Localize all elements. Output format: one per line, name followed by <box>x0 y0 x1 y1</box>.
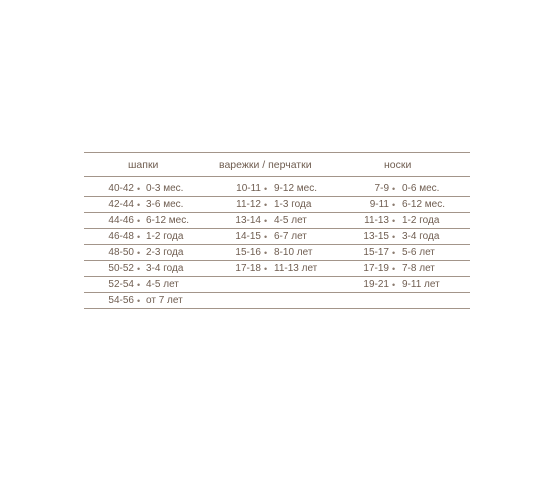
bullet-dot-icon: • <box>264 264 268 274</box>
bullet-dot-icon: • <box>392 248 396 258</box>
glove-age-cell: 8-10 лет <box>274 247 313 258</box>
sock-age-cell: 1-2 года <box>402 215 440 226</box>
bullet-dot-icon: • <box>392 264 396 274</box>
sock-age-cell: 3-4 года <box>402 231 440 242</box>
hat-size-cell: 52-54 <box>108 279 134 290</box>
sock-age-cell: 5-6 лет <box>402 247 435 258</box>
header-socks: носки <box>384 159 412 171</box>
hat-size-cell: 48-50 <box>108 247 134 258</box>
size-chart-table <box>84 152 470 309</box>
hat-age-cell: 3-4 года <box>146 263 184 274</box>
sock-size-cell: 19-21 <box>363 279 389 290</box>
glove-size-cell: 17-18 <box>235 263 261 274</box>
bullet-dot-icon: • <box>264 200 268 210</box>
bullet-dot-icon: • <box>137 232 141 242</box>
table-row <box>84 277 470 293</box>
hat-size-cell: 42-44 <box>108 199 134 210</box>
bullet-dot-icon: • <box>392 200 396 210</box>
hat-size-cell: 50-52 <box>108 263 134 274</box>
sock-size-cell: 15-17 <box>363 247 389 258</box>
glove-size-cell: 14-15 <box>235 231 261 242</box>
hat-size-cell: 46-48 <box>108 231 134 242</box>
table-body <box>84 181 470 309</box>
bullet-dot-icon: • <box>264 232 268 242</box>
glove-age-cell: 1-3 года <box>274 199 312 210</box>
table-row <box>84 213 470 229</box>
sock-age-cell: 9-11 лет <box>402 279 440 290</box>
glove-age-cell: 6-7 лет <box>274 231 307 242</box>
glove-age-cell: 9-12 мес. <box>274 183 318 194</box>
bullet-dot-icon: • <box>137 200 141 210</box>
glove-age-cell: 11-13 лет <box>274 263 318 274</box>
bullet-dot-icon: • <box>137 184 141 194</box>
sock-size-cell: 13-15 <box>363 231 389 242</box>
sock-size-cell: 11-13 <box>364 215 389 226</box>
hat-size-cell: 40-42 <box>108 183 134 194</box>
table-header <box>84 153 470 176</box>
hat-age-cell: 3-6 мес. <box>146 199 184 210</box>
glove-size-cell: 11-12 <box>236 199 261 210</box>
table-row <box>84 245 470 261</box>
bullet-dot-icon: • <box>137 264 141 274</box>
hat-size-cell: 54-56 <box>108 295 134 306</box>
table-row <box>84 181 470 197</box>
header-gloves: варежки / перчатки <box>219 159 312 171</box>
bullet-dot-icon: • <box>137 216 141 226</box>
table-row <box>84 261 470 277</box>
hat-age-cell: 6-12 мес. <box>146 215 190 226</box>
bullet-dot-icon: • <box>264 216 268 226</box>
bullet-dot-icon: • <box>264 248 268 258</box>
hat-age-cell: 2-3 года <box>146 247 184 258</box>
bullet-dot-icon: • <box>392 232 396 242</box>
sock-size-cell: 7-9 <box>374 183 389 194</box>
hat-age-cell: 4-5 лет <box>146 279 179 290</box>
bullet-dot-icon: • <box>392 216 396 226</box>
header-hats: шапки <box>128 159 159 171</box>
bullet-dot-icon: • <box>392 280 396 290</box>
glove-age-cell: 4-5 лет <box>274 215 307 226</box>
sock-age-cell: 7-8 лет <box>402 263 435 274</box>
sock-age-cell: 0-6 мес. <box>402 183 440 194</box>
hat-age-cell: от 7 лет <box>146 295 183 306</box>
bullet-dot-icon: • <box>392 184 396 194</box>
hat-age-cell: 0-3 мес. <box>146 183 184 194</box>
table-row <box>84 293 470 309</box>
sock-age-cell: 6-12 мес. <box>402 199 446 210</box>
table-row <box>84 197 470 213</box>
hat-age-cell: 1-2 года <box>146 231 184 242</box>
glove-size-cell: 10-11 <box>236 183 261 194</box>
sock-size-cell: 9-11 <box>369 199 389 210</box>
sock-size-cell: 17-19 <box>363 263 389 274</box>
bullet-dot-icon: • <box>137 296 141 306</box>
bullet-dot-icon: • <box>137 248 141 258</box>
glove-size-cell: 15-16 <box>235 247 261 258</box>
table-row <box>84 229 470 245</box>
bullet-dot-icon: • <box>264 184 268 194</box>
glove-size-cell: 13-14 <box>235 215 261 226</box>
bullet-dot-icon: • <box>137 280 141 290</box>
hat-size-cell: 44-46 <box>108 215 134 226</box>
